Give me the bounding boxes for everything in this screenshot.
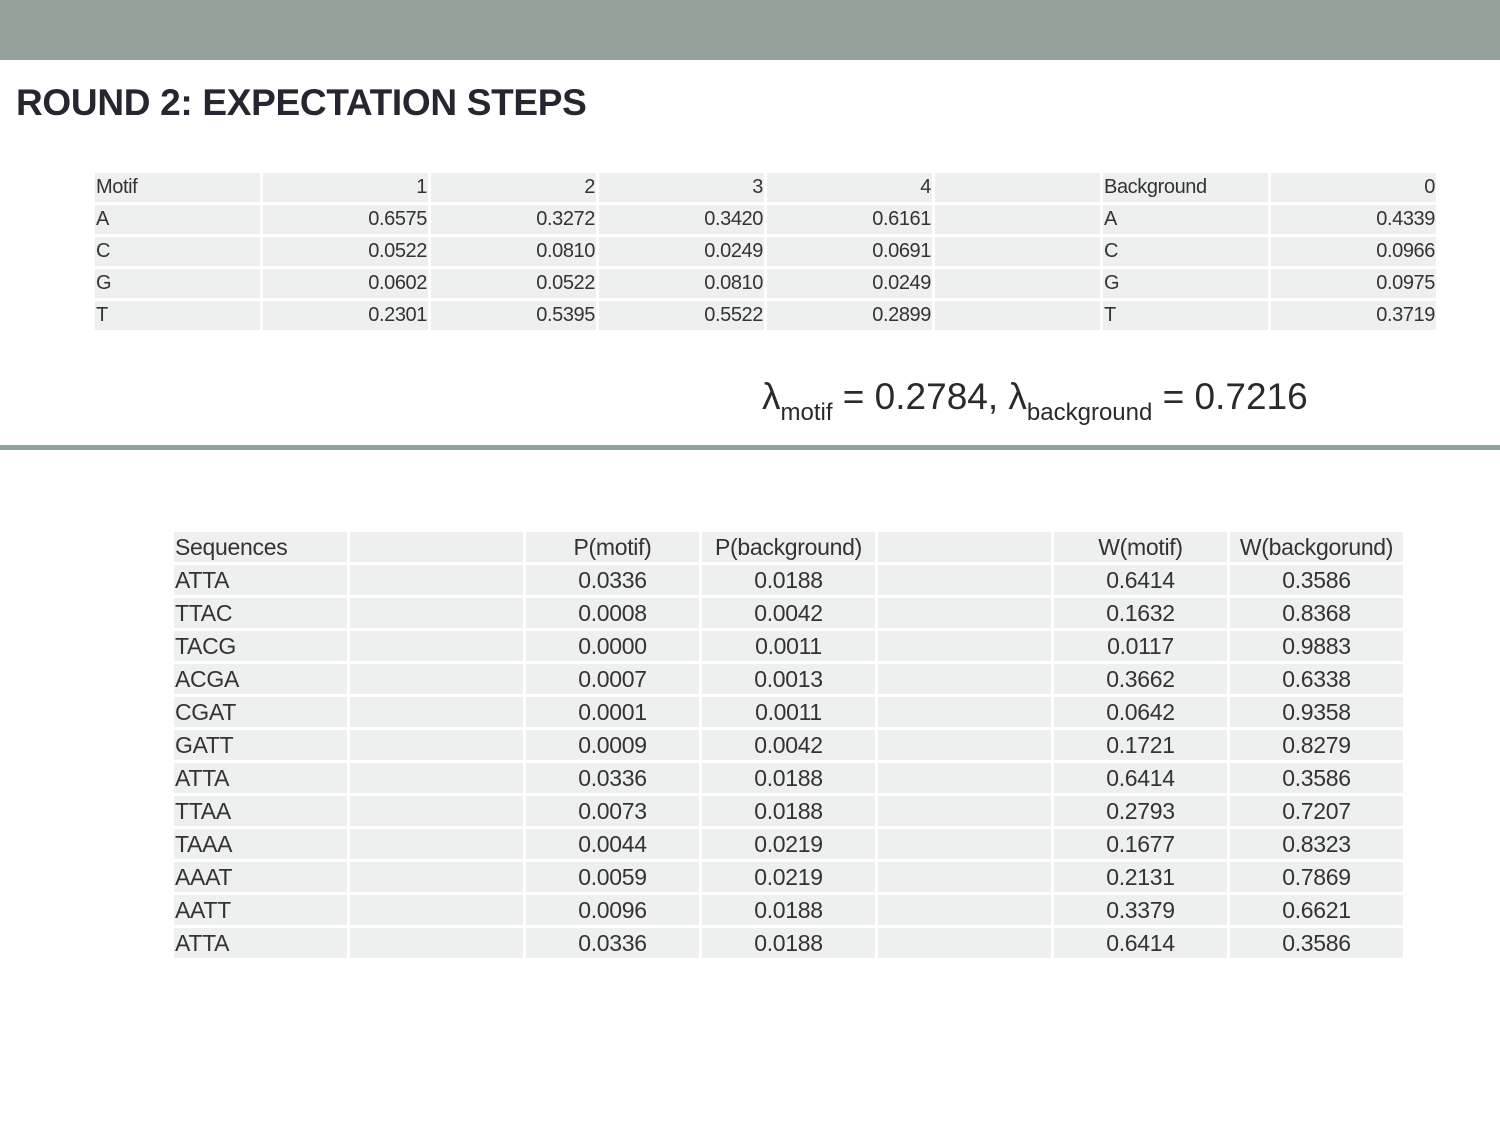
w-background-cell: 0.8279 — [1230, 730, 1403, 760]
value-cell: 0.5395 — [431, 301, 596, 330]
base-label-cell: T — [95, 301, 260, 330]
w-background-cell: 0.8368 — [1230, 598, 1403, 628]
value-cell: 0.0810 — [599, 269, 764, 298]
w-background-cell: 0.6621 — [1230, 895, 1403, 925]
sequence-cell: AAAT — [174, 862, 347, 892]
header-cell: P(background) — [702, 532, 875, 562]
table-row — [174, 664, 1403, 694]
spacer-cell — [878, 796, 1051, 826]
header-cell: 0 — [1271, 173, 1436, 202]
w-background-cell: 0.3586 — [1230, 928, 1403, 958]
spacer-cell — [350, 895, 523, 925]
base-label-cell: T — [1103, 301, 1268, 330]
w-motif-cell: 0.0117 — [1054, 631, 1227, 661]
p-motif-cell: 0.0008 — [526, 598, 699, 628]
spacer-cell — [350, 730, 523, 760]
p-motif-cell: 0.0009 — [526, 730, 699, 760]
lambda-symbol: λ — [762, 376, 781, 417]
value-cell: 0.3420 — [599, 205, 764, 234]
sequence-cell: ATTA — [174, 928, 347, 958]
table-row — [95, 205, 1436, 234]
spacer-cell — [878, 565, 1051, 595]
table-header-row — [95, 173, 1436, 202]
value-cell: 0.0966 — [1271, 237, 1436, 266]
w-motif-cell: 0.6414 — [1054, 763, 1227, 793]
base-label-cell: G — [95, 269, 260, 298]
spacer-cell — [878, 631, 1051, 661]
page-title: ROUND 2: EXPECTATION STEPS — [16, 82, 587, 123]
sequence-cell: ATTA — [174, 565, 347, 595]
p-background-cell: 0.0042 — [702, 730, 875, 760]
table-row — [95, 301, 1436, 330]
table-row — [174, 895, 1403, 925]
spacer-cell — [935, 173, 1100, 202]
w-motif-cell: 0.3379 — [1054, 895, 1227, 925]
spacer-cell — [878, 598, 1051, 628]
w-motif-cell: 0.2793 — [1054, 796, 1227, 826]
p-background-cell: 0.0188 — [702, 763, 875, 793]
header-cell: W(motif) — [1054, 532, 1227, 562]
header-cell: W(backgorund) — [1230, 532, 1403, 562]
sequence-weights-table — [171, 529, 1406, 961]
value-cell: 0.0691 — [767, 237, 932, 266]
header-cell: 3 — [599, 173, 764, 202]
spacer-cell — [878, 829, 1051, 859]
sequence-cell: TAAA — [174, 829, 347, 859]
w-background-cell: 0.9358 — [1230, 697, 1403, 727]
p-motif-cell: 0.0336 — [526, 928, 699, 958]
p-background-cell: 0.0219 — [702, 862, 875, 892]
p-motif-cell: 0.0044 — [526, 829, 699, 859]
value-cell: 0.0522 — [431, 269, 596, 298]
header-cell — [350, 532, 523, 562]
table-row — [174, 598, 1403, 628]
sequence-cell: TTAC — [174, 598, 347, 628]
w-motif-cell: 0.6414 — [1054, 565, 1227, 595]
spacer-cell — [935, 269, 1100, 298]
table-row — [174, 697, 1403, 727]
p-motif-cell: 0.0007 — [526, 664, 699, 694]
table-row — [174, 763, 1403, 793]
value-cell: 0.3272 — [431, 205, 596, 234]
lambda-background-value: = 0.7216 — [1152, 376, 1308, 417]
p-motif-cell: 0.0000 — [526, 631, 699, 661]
w-motif-cell: 0.3662 — [1054, 664, 1227, 694]
sequence-cell: ATTA — [174, 763, 347, 793]
p-background-cell: 0.0188 — [702, 895, 875, 925]
w-motif-cell: 0.2131 — [1054, 862, 1227, 892]
value-cell: 0.4339 — [1271, 205, 1436, 234]
base-label-cell: G — [1103, 269, 1268, 298]
table-row — [95, 269, 1436, 298]
p-background-cell: 0.0188 — [702, 796, 875, 826]
lambda-motif-value: = 0.2784, — [832, 376, 1009, 417]
table-row — [174, 565, 1403, 595]
spacer-cell — [878, 862, 1051, 892]
value-cell: 0.6575 — [263, 205, 428, 234]
p-motif-cell: 0.0073 — [526, 796, 699, 826]
value-cell: 0.0810 — [431, 237, 596, 266]
p-background-cell: 0.0042 — [702, 598, 875, 628]
table-row — [174, 829, 1403, 859]
value-cell: 0.6161 — [767, 205, 932, 234]
w-motif-cell: 0.1721 — [1054, 730, 1227, 760]
spacer-cell — [350, 763, 523, 793]
w-background-cell: 0.7869 — [1230, 862, 1403, 892]
w-motif-cell: 0.1677 — [1054, 829, 1227, 859]
base-label-cell: C — [1103, 237, 1268, 266]
w-background-cell: 0.9883 — [1230, 631, 1403, 661]
lambda-motif-subscript: motif — [780, 399, 833, 426]
sequence-cell: CGAT — [174, 697, 347, 727]
spacer-cell — [878, 697, 1051, 727]
spacer-cell — [350, 631, 523, 661]
p-background-cell: 0.0219 — [702, 829, 875, 859]
table-row — [174, 631, 1403, 661]
sequence-cell: TACG — [174, 631, 347, 661]
spacer-cell — [878, 895, 1051, 925]
w-background-cell: 0.6338 — [1230, 664, 1403, 694]
header-cell: 2 — [431, 173, 596, 202]
spacer-cell — [935, 205, 1100, 234]
spacer-cell — [350, 598, 523, 628]
value-cell: 0.5522 — [599, 301, 764, 330]
header-cell: Sequences — [174, 532, 347, 562]
motif-probability-table — [92, 170, 1439, 333]
table-row — [174, 928, 1403, 958]
spacer-cell — [350, 565, 523, 595]
sequence-cell: AATT — [174, 895, 347, 925]
w-background-cell: 0.3586 — [1230, 763, 1403, 793]
spacer-cell — [350, 664, 523, 694]
value-cell: 0.0249 — [767, 269, 932, 298]
value-cell: 0.0249 — [599, 237, 764, 266]
w-motif-cell: 0.0642 — [1054, 697, 1227, 727]
w-background-cell: 0.8323 — [1230, 829, 1403, 859]
spacer-cell — [878, 928, 1051, 958]
lambda-background-subscript: background — [1026, 399, 1153, 426]
lambda-equation — [762, 376, 1308, 427]
sequence-cell: TTAA — [174, 796, 347, 826]
table-row — [95, 237, 1436, 266]
base-label-cell: A — [95, 205, 260, 234]
sequence-cell: ACGA — [174, 664, 347, 694]
w-background-cell: 0.7207 — [1230, 796, 1403, 826]
spacer-cell — [350, 697, 523, 727]
table-row — [174, 862, 1403, 892]
lambda-symbol: λ — [1008, 376, 1027, 417]
spacer-cell — [878, 763, 1051, 793]
p-background-cell: 0.0188 — [702, 565, 875, 595]
p-background-cell: 0.0013 — [702, 664, 875, 694]
header-cell — [878, 532, 1051, 562]
p-motif-cell: 0.0096 — [526, 895, 699, 925]
base-label-cell: A — [1103, 205, 1268, 234]
header-cell: P(motif) — [526, 532, 699, 562]
value-cell: 0.2899 — [767, 301, 932, 330]
value-cell: 0.0602 — [263, 269, 428, 298]
p-motif-cell: 0.0336 — [526, 763, 699, 793]
base-label-cell: C — [95, 237, 260, 266]
value-cell: 0.0522 — [263, 237, 428, 266]
table-row — [174, 730, 1403, 760]
spacer-cell — [350, 862, 523, 892]
header-cell: Background — [1103, 173, 1268, 202]
p-motif-cell: 0.0059 — [526, 862, 699, 892]
spacer-cell — [878, 664, 1051, 694]
p-motif-cell: 0.0336 — [526, 565, 699, 595]
spacer-cell — [878, 730, 1051, 760]
table-header-row — [174, 532, 1403, 562]
spacer-cell — [935, 301, 1100, 330]
spacer-cell — [350, 796, 523, 826]
section-divider — [0, 445, 1500, 450]
p-background-cell: 0.0011 — [702, 631, 875, 661]
header-cell: 1 — [263, 173, 428, 202]
sequence-cell: GATT — [174, 730, 347, 760]
spacer-cell — [350, 829, 523, 859]
value-cell: 0.2301 — [263, 301, 428, 330]
value-cell: 0.0975 — [1271, 269, 1436, 298]
value-cell: 0.3719 — [1271, 301, 1436, 330]
header-cell: 4 — [767, 173, 932, 202]
table-row — [174, 796, 1403, 826]
w-motif-cell: 0.1632 — [1054, 598, 1227, 628]
p-motif-cell: 0.0001 — [526, 697, 699, 727]
w-background-cell: 0.3586 — [1230, 565, 1403, 595]
p-background-cell: 0.0011 — [702, 697, 875, 727]
p-background-cell: 0.0188 — [702, 928, 875, 958]
spacer-cell — [935, 237, 1100, 266]
header-cell: Motif — [95, 173, 260, 202]
w-motif-cell: 0.6414 — [1054, 928, 1227, 958]
spacer-cell — [350, 928, 523, 958]
top-accent-bar — [0, 0, 1500, 60]
